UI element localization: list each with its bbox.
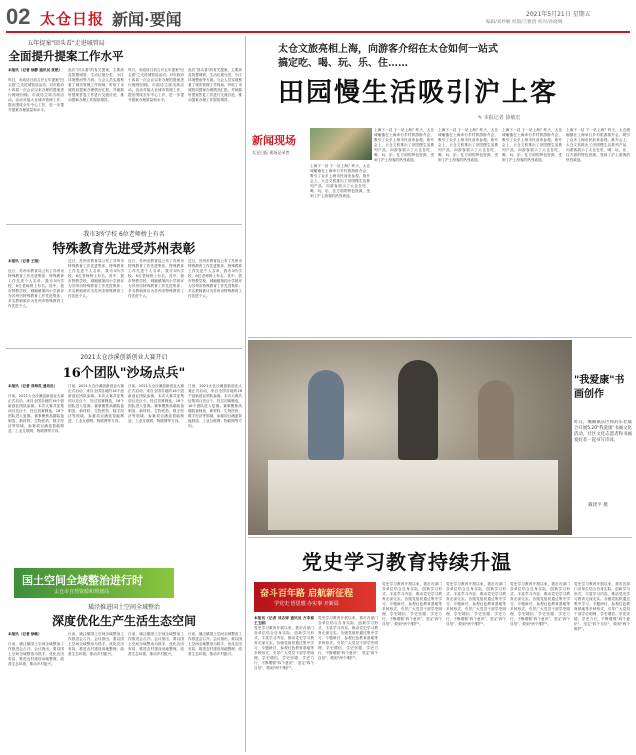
column-divider — [245, 36, 246, 752]
photo-person — [398, 360, 438, 460]
body-col1: 昨日，市政协日前召开五年提案"回头看"之走进城管局活动，对市政协十四届一次会议以来办理的提案进行梳理回顾。市政协主席出席活动。活动对接太仓城市管理工作，提出围绕全年中心工作，进一步提升提案办理质量和水平。 — [8, 78, 64, 112]
banner-sub: 学党史 悟思想 办实事 开新局 — [274, 601, 339, 607]
section-title: 新闻·要闻 — [112, 10, 182, 29]
body-col3: 党史学习教育开展以来，我市各部门各单位结合自身实际，创新学习形式，丰富学习内容，推动党史学习教育走深走实。各级党组织通过集中学习、专题研讨、参观红色教育基地等多种形式，引导广大党员干部学史明理、学史增信、学史崇德、学史力行，不断增强"四个意识"、坚定"四个自信"、做到"两个维护"。 — [382, 582, 442, 626]
headline: 全面提升提案工作水平 — [8, 49, 124, 63]
body-col3: 日前，2021太仓沙溪创新创业大赛正式启动，来自全国各地的16个创新创业团队参赛。本次大赛共征集项目近百个，经过初赛筛选，16个团队进入复赛。赛事聚焦高端装备制造、新材料、生物医药、数字经济等领域，参赛项目涵盖智能制造、工业互联网、物联网等方向。 — [128, 384, 184, 423]
body-col3: 近日，苏州市教育局公布了苏州市特殊教育工作先进集体、特殊教育工作先进个人名单，我市3所学校、6位老师榜上有名。其中，我市特教学校、城厢镇第四小学被评为苏州市特殊教育工作先进集体；多名教师被评为苏州市特殊教育工作先进个人。 — [128, 259, 184, 298]
photo-person — [478, 380, 514, 460]
article-land-consolidation — [6, 600, 242, 750]
paper-name: 太仓日报 — [40, 10, 105, 28]
body-col4: 党史学习教育开展以来，我市各部门各单位结合自身实际，创新学习形式，丰富学习内容，推动党史学习教育走深走实。各级党组织通过集中学习、专题研讨、参观红色教育基地等多种形式，引导广大党员干部学史明理、学史增信、学史崇德、学史力行，不断增强"四个意识"、坚定"四个自信"、做到"两个维护"。 — [446, 582, 506, 626]
pen-icon: ✎ — [478, 115, 483, 121]
kicker: 璜泾推进国土空间全域整治 — [87, 604, 160, 611]
banner-subtitle: 太仓市自然资源和规划局 — [54, 589, 110, 595]
headline: 深度优化生产生活生态空间 — [51, 614, 196, 628]
tourism-photo — [310, 128, 372, 160]
body-col3: 昨日，市政协日前召开五年提案"回头看"之走进城管局活动，对市政协十四届一次会议以来办理的提案进行梳理回顾。市政协主席出席活动。活动对接太仓城市管理工作，提出围绕全年中心工作，进一步提升提案办理质量和水平。 — [128, 68, 184, 102]
headline: 16个团队"沙场点兵" — [62, 366, 186, 381]
article-proposals — [6, 36, 242, 224]
byline: 本报讯（记者 徐敏） — [8, 632, 42, 636]
calligraphy-sidebar — [574, 340, 632, 535]
news-scene-logo — [250, 130, 310, 162]
body-col2: 日前，璜泾镇国土空间全域整治工作推进会召开。会议指出，要以国土空间全域整治为抓手，优化农田布局，推进农村建设用地整理，改善生态环境，推动乡村振兴。 — [68, 632, 124, 656]
photo-caption: 昨日，城厢镇东区和府东社联合开展5.20"我爱康"书画文化活动，社区文化志愿者和书画爱好者一起书写诗词。 — [574, 420, 632, 443]
byline: 本报讯（记者 苗海英 通讯员） — [8, 384, 58, 388]
divider — [6, 224, 242, 225]
photo-person — [308, 370, 344, 460]
calligraphy-photo — [248, 340, 572, 535]
body-col1: 日前，2021太仓沙溪创新创业大赛正式启动，来自全国各地的16个创新创业团队参赛。本次大赛共征集项目近百个，经过初赛筛选，16个团队进入复赛。赛事聚焦高端装备制造、新材料、生物医药、数字经济等领域，参赛项目涵盖智能制造、工业互联网、物联网等方向。 — [8, 394, 64, 433]
byline: 本报讯（记者 徐静 通讯员 张艳） — [8, 68, 63, 72]
divider — [248, 537, 632, 538]
logo-text: 新闻现场 — [252, 134, 296, 147]
body-col5: 上海下一站 下一站上海？昨天，太仓城厢镇在上海举行乡村旅游推介会，吸引了众多上海市民前来参观。推介会上，太仓文旅推出了田园慢生活系列产品，向游客展示了太仓在吃、喝、玩、乐、住方面的特色资源，受到了沪上游客的热烈欢迎。 — [566, 128, 630, 162]
party-history-headline: 党史学习教育持续升温 — [302, 550, 512, 574]
divider — [248, 337, 632, 338]
headline: 田园慢生活吸引沪上客 — [278, 78, 559, 108]
reporter — [478, 114, 520, 121]
body-col4: 日前，璜泾镇国土空间全域整治工作推进会召开。会议指出，要以国土空间全域整治为抓手，优化农田布局，推进农村建设用地整理，改善生态环境，推动乡村振兴。 — [188, 632, 242, 656]
byline: 本报讯（记者 王娟） — [8, 259, 42, 263]
body-col6: 党史学习教育开展以来，我市各部门各单位结合自身实际，创新学习形式，丰富学习内容，推动党史学习教育走深走实。各级党组织通过集中学习、专题研讨、参观红色教育基地等多种形式，引导广大党员干部学史明理、学史增信、学史崇德、学史力行，不断增强"四个意识"、坚定"四个自信"、做到"两个维护"。 — [574, 582, 630, 631]
body-col4: 此次"回头看"的有关提案，主要涉及智慧城管、生活垃圾分类、小区环境整治等方面。与会人员实地察看了城市管理工作现场，听取了市城管局提案办理情况汇报，并就做好提案答复工作进行交流讨论，推动提案办理工作提质增效。 — [188, 68, 242, 102]
body-col2: 此次"回头看"的有关提案，主要涉及智慧城管、生活垃圾分类、小区环境整治等方面。与会人员实地察看了城市管理工作现场，听取了市城管局提案办理情况汇报，并就做好提案答复工作进行交流讨论，推动提案办理工作提质增效。 — [68, 68, 124, 102]
banner-title: 国土空间全域整治进行时 — [22, 574, 143, 587]
article-tourism — [248, 36, 632, 336]
body-col2: 上海下一站 下一站上海？昨天，太仓城厢镇在上海举行乡村旅游推介会，吸引了众多上海市民前来参观。推介会上，太仓文旅推出了田园慢生活系列产品，向游客展示了太仓在吃、喝、玩、乐、住方面的特色资源，受到了沪上游客的热烈欢迎。 — [374, 128, 434, 162]
subtitle: 搞定吃、喝、玩、乐、住…… — [278, 58, 408, 69]
body-col4: 上海下一站 下一站上海？昨天，太仓城厢镇在上海举行乡村旅游推介会，吸引了众多上海市民前来参观。推介会上，太仓文旅推出了田园慢生活系列产品，向游客展示了太仓在吃、喝、玩、乐、住方面的特色资源，受到了沪上游客的热烈欢迎。 — [502, 128, 562, 162]
body-col5: 党史学习教育开展以来，我市各部门各单位结合自身实际，创新学习形式，丰富学习内容，推动党史学习教育走深走实。各级党组织通过集中学习、专题研讨、参观红色教育基地等多种形式，引导广大党员干部学史明理、学史增信、学史崇德、学史力行，不断增强"四个意识"、坚定"四个自信"、做到"两个维护"。 — [510, 582, 570, 626]
body-col1: 日前，璜泾镇国土空间全域整治工作推进会召开。会议指出，要以国土空间全域整治为抓手，优化农田布局，推进农村建设用地整理，改善生态环境，推动乡村振兴。 — [8, 642, 64, 666]
headline: 特殊教育先进受苏州表彰 — [52, 242, 196, 257]
kicker: 五年提案"回头看"走进城管局 — [27, 40, 105, 47]
issue-date: 2021年5月21日 星期五 — [526, 11, 591, 18]
article-special-education — [6, 227, 242, 347]
body-col4: 日前，2021太仓沙溪创新创业大赛正式启动，来自全国各地的16个创新创业团队参赛。本次大赛共征集项目近百个，经过初赛筛选，16个团队进入复赛。赛事聚焦高端装备制造、新材料、生物医药、数字经济等领域，参赛项目涵盖智能制造、工业互联网、物联网等方向。 — [188, 384, 242, 428]
party-history-banner — [254, 582, 376, 612]
body-col2: 近日，苏州市教育局公布了苏州市特殊教育工作先进集体、特殊教育工作先进个人名单，我市3所学校、6位老师榜上有名。其中，我市特教学校、城厢镇第四小学被评为苏州市特殊教育工作先进集体；多名教师被评为苏州市特殊教育工作先进个人。 — [68, 259, 124, 298]
masthead — [0, 0, 636, 36]
body-col1: 党史学习教育开展以来，我市各部门各单位结合自身实际，创新学习形式，丰富学习内容，推动党史学习教育走深走实。各级党组织通过集中学习、专题研讨、参观红色教育基地等多种形式，引导广大党员干部学史明理、学史增信、学史崇德、学史力行，不断增强"四个意识"、坚定"四个自信"、做到"两个维护"。 — [254, 626, 314, 670]
feature-title: "我爱康"书画创作 — [574, 375, 625, 400]
reporter-name: 本报记者 徐敏宏 — [483, 115, 521, 121]
land-banner — [14, 568, 174, 598]
kicker: 太仓文旅亮相上海，向游客介绍在太仓如何一站式 — [278, 44, 498, 55]
body-col3: 上海下一站 下一站上海？昨天，太仓城厢镇在上海举行乡村旅游推介会，吸引了众多上海市民前来参观。推介会上，太仓文旅推出了田园慢生活系列产品，向游客展示了太仓在吃、喝、玩、乐、住方面的特色资源，受到了沪上游客的热烈欢迎。 — [438, 128, 498, 162]
masthead-rule — [6, 31, 630, 33]
divider — [6, 348, 242, 349]
body-col2: 日前，2021太仓沙溪创新创业大赛正式启动，来自全国各地的16个创新创业团队参赛。本次大赛共征集项目近百个，经过初赛筛选，16个团队进入复赛。赛事聚焦高端装备制造、新材料、生物医药、数字经济等领域，参赛项目涵盖智能制造、工业互联网、物联网等方向。 — [68, 384, 124, 423]
editor-credits: 编辑/刘妙娴 校版/王雅倩 校对/孙晓晴 — [486, 20, 563, 25]
body-col3: 日前，璜泾镇国土空间全域整治工作推进会召开。会议指出，要以国土空间全域整治为抓手，优化农田布局，推进农村建设用地整理，改善生态环境，推动乡村振兴。 — [128, 632, 184, 656]
banner-main: 奋斗百年路 启航新征程 — [260, 589, 354, 599]
logo-subtext: 太仓日报 现场记录者 — [252, 150, 290, 155]
article-shaxi-contest — [6, 350, 242, 560]
kicker: 2021太仓沙溪创新创业大赛开启 — [80, 354, 168, 361]
page-number: 02 — [6, 4, 31, 29]
body-col4: 近日，苏州市教育局公布了苏州市特殊教育工作先进集体、特殊教育工作先进个人名单，我市3所学校、6位老师榜上有名。其中，我市特教学校、城厢镇第四小学被评为苏州市特殊教育工作先进集体；多名教师被评为苏州市特殊教育工作先进个人。 — [188, 259, 242, 298]
photo-table — [268, 460, 558, 530]
body-col1: 上海下一站 下一站上海？昨天，太仓城厢镇在上海举行乡村旅游推介会，吸引了众多上海市民前来参观。推介会上，太仓文旅推出了田园慢生活系列产品，向游客展示了太仓在吃、喝、玩、乐、住方面的特色资源，受到了沪上游客的热烈欢迎。 — [310, 164, 370, 198]
body-col2: 党史学习教育开展以来，我市各部门各单位结合自身实际，创新学习形式，丰富学习内容，推动党史学习教育走深走实。各级党组织通过集中学习、专题研讨、参观红色教育基地等多种形式，引导广大党员干部学史明理、学史增信、学史崇德、学史力行，不断增强"四个意识"、坚定"四个自信"、做到"两个维护"。 — [318, 616, 378, 660]
byline: 本报讯（记者 刘志婷 通讯员 方李春 王玉娟） — [254, 616, 314, 625]
kicker: 我市3所学校 6位老师榜上有名 — [83, 231, 165, 238]
photographer: 戴建平 摄 — [588, 503, 608, 508]
body-col1: 近日，苏州市教育局公布了苏州市特殊教育工作先进集体、特殊教育工作先进个人名单，我市3所学校、6位老师榜上有名。其中，我市特教学校、城厢镇第四小学被评为苏州市特殊教育工作先进集体；多名教师被评为苏州市特殊教育工作先进个人。 — [8, 269, 64, 308]
